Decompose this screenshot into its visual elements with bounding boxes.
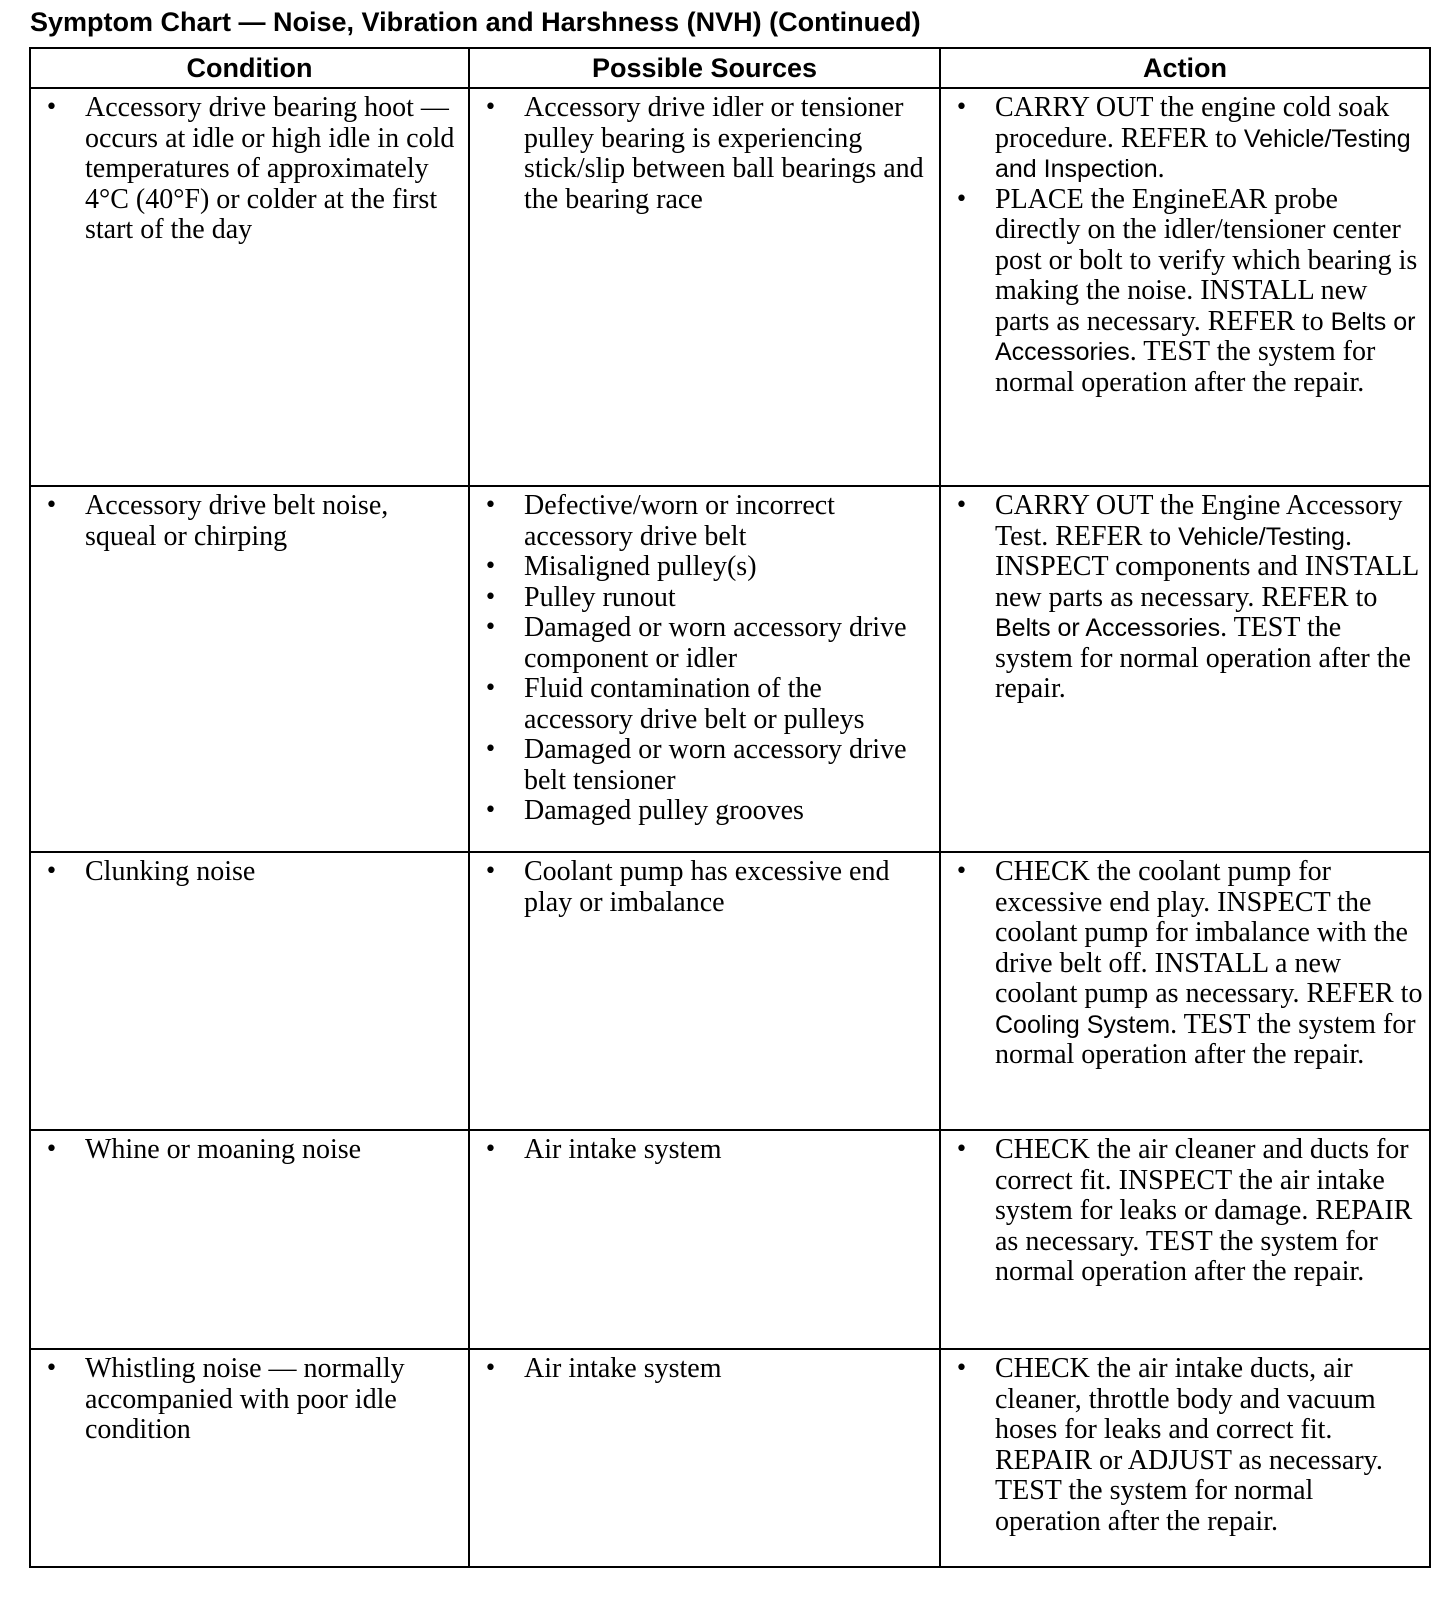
bullet-icon: • — [484, 493, 497, 518]
condition-cell — [30, 1349, 469, 1567]
table-row — [30, 486, 1430, 852]
condition-cell — [30, 486, 469, 852]
list-item: • Damaged or worn accessory drive component or idler — [484, 612, 907, 674]
list-item: • CHECK the air cleaner and ducts for correct fit. INSPECT the air intake system for leaks or damage. REPAIR as necessary. TEST the system for normal operation after the repair. — [955, 1134, 1413, 1287]
list-item: • CHECK the air intake ducts, air cleaner, throttle body and vacuum hoses for leaks and correct fit. REPAIR or ADJUST as necessary. TEST the system for normal operation after the repair. — [955, 1353, 1383, 1537]
action-cell — [940, 1130, 1430, 1349]
list-item: • Whine or moaning noise — [45, 1134, 362, 1165]
list-item: • Pulley runout — [484, 581, 676, 613]
list-item: • Accessory drive belt noise, squeal or chirping — [45, 490, 389, 552]
bullet-icon: • — [45, 1137, 58, 1162]
column-header-condition: Condition — [30, 48, 469, 88]
column-header-possible-sources: Possible Sources — [469, 48, 940, 88]
bullet-icon: • — [484, 737, 497, 762]
symptom-chart-table — [29, 47, 1431, 1568]
list-item: • Misaligned pulley(s) — [484, 551, 757, 582]
table-row — [30, 852, 1430, 1130]
list-item: • Accessory drive bearing hoot — occurs at idle or high idle in cold temperatures of approximately 4°C (40°F) or colder at the first start of the day — [45, 92, 455, 245]
bullet-icon: • — [45, 493, 58, 518]
action-cell — [940, 852, 1430, 1130]
bullet-icon: • — [484, 1356, 497, 1381]
cross-reference: Vehicle/Testing and Inspection — [995, 124, 1411, 183]
list-item: • PLACE the EngineEAR probe directly on the idler/tensioner center post or bolt to verify which bearing is making the noise. INSTALL new parts as necessary. REFER to Belts or Accessories. TEST the system for normal operation after the repair. — [955, 183, 1418, 398]
sources-cell — [469, 88, 940, 486]
condition-cell — [30, 852, 469, 1130]
list-item: • CARRY OUT the Engine Accessory Test. REFER to Vehicle/Testing. INSPECT components and INSTALL new parts as necessary. REFER to Belts or Accessories. TEST the system for normal operation after the repair. — [955, 490, 1419, 704]
list-item: • Damaged or worn accessory drive belt tensioner — [484, 734, 907, 796]
list-item: • CARRY OUT the engine cold soak procedure. REFER to Vehicle/Testing and Inspection. — [955, 92, 1411, 184]
bullet-icon: • — [955, 859, 968, 884]
bullet-icon: • — [45, 95, 58, 120]
condition-cell — [30, 88, 469, 486]
table-row — [30, 1349, 1430, 1567]
bullet-icon: • — [484, 676, 497, 701]
list-item: • Defective/worn or incorrect accessory drive belt — [484, 490, 835, 552]
bullet-icon: • — [484, 95, 497, 120]
list-item: • Accessory drive idler or tensioner pulley bearing is experiencing stick/slip between ball bearings and the bearing race — [484, 92, 924, 215]
list-item: • Fluid contamination of the accessory drive belt or pulleys — [484, 673, 865, 735]
bullet-icon: • — [955, 1356, 968, 1381]
cross-reference: Vehicle/Testing — [1178, 522, 1345, 551]
list-item: • Air intake system — [484, 1353, 722, 1384]
bullet-icon: • — [45, 1356, 58, 1381]
column-header-action: Action — [940, 48, 1430, 88]
action-cell — [940, 486, 1430, 852]
list-item: • Whistling noise — normally accompanied with poor idle condition — [45, 1353, 405, 1445]
table-row — [30, 1130, 1430, 1349]
list-item: • Damaged pulley grooves — [484, 795, 804, 826]
list-item: • Air intake system — [484, 1134, 722, 1165]
sources-cell — [469, 486, 940, 852]
bullet-icon: • — [484, 798, 497, 823]
page-title: Symptom Chart — Noise, Vibration and Harshness (NVH) (Continued) — [30, 7, 921, 37]
list-item: • Clunking noise — [45, 856, 256, 887]
condition-cell — [30, 1130, 469, 1349]
bullet-icon: • — [955, 95, 968, 120]
cross-reference: Cooling System — [995, 1010, 1171, 1039]
bullet-icon: • — [484, 584, 497, 610]
bullet-icon: • — [45, 859, 58, 884]
list-item: • CHECK the coolant pump for excessive end play. INSPECT the coolant pump for imbalance with the drive belt off. INSTALL a new coolant pump as necessary. REFER to Cooling System. TEST the system for normal operation after the repair. — [955, 856, 1423, 1070]
bullet-icon: • — [484, 554, 497, 579]
bullet-icon: • — [955, 186, 968, 212]
bullet-icon: • — [955, 1137, 968, 1162]
action-cell — [940, 1349, 1430, 1567]
bullet-icon: • — [484, 1137, 497, 1162]
cross-reference: Belts or Accessories — [995, 307, 1416, 366]
list-item: • Coolant pump has excessive end play or imbalance — [484, 856, 890, 918]
table-header-row — [30, 48, 1430, 88]
cross-reference: Belts or Accessories — [995, 614, 1221, 642]
bullet-icon: • — [484, 615, 497, 640]
sources-cell — [469, 1349, 940, 1567]
action-cell — [940, 88, 1430, 486]
bullet-icon: • — [484, 859, 497, 884]
sources-cell — [469, 1130, 940, 1349]
bullet-icon: • — [955, 493, 968, 518]
table-row — [30, 88, 1430, 486]
sources-cell — [469, 852, 940, 1130]
